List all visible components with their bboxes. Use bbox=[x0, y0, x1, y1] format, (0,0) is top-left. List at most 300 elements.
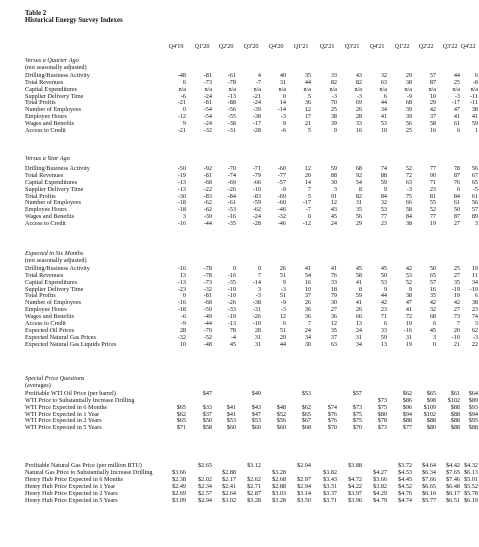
table-cell: $88 bbox=[468, 424, 478, 432]
table-cell: 41 bbox=[380, 113, 387, 121]
table-cell: 29 bbox=[279, 333, 286, 341]
table-cell: $88 bbox=[402, 417, 412, 425]
table-cell: 23 bbox=[380, 220, 387, 228]
table-cell: -12 bbox=[177, 113, 186, 121]
table-cell: -13 bbox=[177, 178, 186, 186]
table-cell: 25 bbox=[330, 106, 337, 114]
table-cell: 56 bbox=[405, 120, 412, 128]
row-label: Number of Employees bbox=[25, 199, 82, 207]
table-cell: 67 bbox=[471, 171, 478, 179]
table-cell: 88 bbox=[380, 171, 387, 179]
table-cell: 68 bbox=[429, 313, 436, 321]
table-cell: -48 bbox=[177, 71, 186, 79]
table-cell: -84 bbox=[227, 192, 236, 200]
table-cell: 23 bbox=[380, 306, 387, 314]
table-cell: -52 bbox=[203, 333, 212, 341]
table-cell: 7 bbox=[456, 320, 460, 327]
table-cell: $2.87 bbox=[247, 489, 261, 497]
table-cell: 89 bbox=[471, 213, 478, 221]
table-cell: 24 bbox=[355, 326, 362, 334]
table-cell: $2.94 bbox=[198, 496, 212, 504]
table-cell: 38 bbox=[330, 113, 337, 121]
row-label: Number of Employees bbox=[25, 106, 82, 114]
row-label: Capital Expenditures bbox=[25, 178, 78, 186]
table-cell: $6.65 bbox=[422, 482, 436, 490]
table-cell: $2.69 bbox=[172, 489, 186, 497]
table-cell: 5 bbox=[307, 92, 311, 100]
table-cell: $50 bbox=[202, 417, 212, 425]
table-cell: 6 bbox=[456, 185, 460, 193]
table-cell: $3.28 bbox=[272, 468, 286, 476]
table-cell: $6.34 bbox=[422, 468, 436, 476]
table-cell: n/a bbox=[178, 85, 186, 93]
table-cell: $41 bbox=[226, 410, 236, 418]
table-cell: $48 bbox=[276, 403, 286, 411]
table-cell: 6 bbox=[383, 320, 387, 327]
table-cell: $94 bbox=[402, 410, 412, 418]
table-cell: 27 bbox=[453, 271, 460, 279]
table-cell: -30 bbox=[203, 213, 212, 221]
table-cell: 21 bbox=[304, 120, 311, 128]
table-cell: $7.46 bbox=[446, 475, 460, 483]
table-cell: -77 bbox=[277, 171, 286, 179]
table-cell: 12 bbox=[304, 164, 311, 172]
table-cell: $88 bbox=[450, 410, 460, 418]
table-cell: -81 bbox=[203, 71, 212, 79]
table-cell: $3.82 bbox=[323, 468, 337, 476]
table-cell: -70 bbox=[227, 164, 236, 172]
table-cell: 42 bbox=[429, 106, 436, 114]
table-cell: 56 bbox=[355, 213, 362, 221]
table-cell: -3 bbox=[454, 92, 460, 100]
table-cell: $43 bbox=[251, 403, 261, 411]
table-cell: -21 bbox=[177, 127, 186, 134]
table-cell: 31 bbox=[355, 199, 362, 207]
table-cell: 29 bbox=[355, 220, 362, 228]
table-cell: -74 bbox=[227, 171, 236, 179]
table-cell: 47 bbox=[405, 299, 412, 307]
table-cell: 26 bbox=[304, 299, 311, 307]
table-cell: -10 bbox=[227, 292, 236, 300]
row-label: Total Revenues bbox=[25, 271, 64, 279]
column-header: Q4'21 bbox=[369, 43, 385, 50]
table-cell: $3.66 bbox=[373, 475, 387, 483]
table-cell: -14 bbox=[277, 106, 286, 114]
table-cell: 66 bbox=[405, 199, 412, 207]
table-cell: 3 bbox=[257, 285, 261, 293]
table-cell: -16 bbox=[177, 299, 186, 307]
table-cell: -62 bbox=[252, 206, 261, 214]
table-cell: 72 bbox=[405, 171, 412, 179]
column-header: Q2'21 bbox=[319, 43, 335, 50]
table-cell: 61 bbox=[471, 192, 478, 200]
row-label: WTI Price Expected in 2 Years bbox=[25, 417, 102, 425]
table-cell: 79 bbox=[330, 292, 337, 300]
table-cell: 10 bbox=[179, 340, 186, 348]
table-cell: $74 bbox=[327, 403, 337, 411]
table-cell: -26 bbox=[252, 313, 261, 321]
table-cell: -66 bbox=[252, 178, 261, 186]
table-cell: 11 bbox=[472, 271, 478, 279]
table-cell: $7.65 bbox=[446, 468, 460, 476]
table-cell: -83 bbox=[252, 192, 261, 200]
row-label: Supplier Delivery Time bbox=[25, 185, 84, 193]
column-header: Q1'20 bbox=[194, 43, 210, 50]
table-cell: $6.13 bbox=[464, 468, 478, 476]
table-cell: 16 bbox=[429, 285, 436, 293]
table-cell: $56 bbox=[276, 417, 286, 425]
table-cell: 28 bbox=[355, 113, 362, 121]
table-cell: $4.27 bbox=[373, 468, 387, 476]
row-label: Wages and Benefits bbox=[25, 313, 74, 321]
table-cell: -26 bbox=[227, 299, 236, 307]
table-cell: 12 bbox=[279, 313, 286, 321]
section-heading: Versus a Quarter Ago bbox=[25, 57, 79, 64]
table-cell: 0 bbox=[257, 264, 261, 272]
table-cell: 27 bbox=[453, 306, 460, 314]
table-cell: 63 bbox=[405, 178, 412, 186]
table-cell: 36 bbox=[304, 306, 311, 314]
table-cell: -3 bbox=[255, 292, 261, 300]
table-cell: $89 bbox=[468, 396, 478, 404]
table-cell: 82 bbox=[355, 192, 362, 200]
row-label: Capital Expenditures bbox=[25, 278, 78, 286]
table-cell: 7 bbox=[257, 271, 261, 279]
table-cell: $41 bbox=[226, 403, 236, 411]
table-cell: 74 bbox=[471, 313, 478, 321]
table-cell: 52 bbox=[405, 164, 412, 172]
table-cell: -59 bbox=[203, 306, 212, 314]
table-cell: 3 bbox=[333, 185, 337, 193]
table-cell: 31 bbox=[355, 333, 362, 341]
table-cell: 84 bbox=[453, 192, 460, 200]
table-cell: 58 bbox=[429, 120, 436, 128]
table-cell: $52 bbox=[276, 410, 286, 418]
table-cell: $70 bbox=[352, 424, 362, 432]
table-cell: 37 bbox=[304, 292, 311, 300]
table-cell: 33 bbox=[380, 326, 387, 334]
table-cell: $3.72 bbox=[398, 462, 412, 469]
table-cell: 73 bbox=[453, 313, 460, 321]
table-cell: 0 bbox=[307, 213, 311, 221]
table-cell: 9 bbox=[333, 127, 337, 134]
column-header: Q2'22 bbox=[418, 43, 434, 50]
table-cell: -55 bbox=[227, 113, 236, 121]
table-cell: 38 bbox=[405, 220, 412, 228]
table-cell: 18 bbox=[330, 285, 337, 293]
table-cell: $2.49 bbox=[172, 482, 186, 490]
table-cell: -24 bbox=[252, 213, 261, 221]
row-label: Wages and Benefits bbox=[25, 213, 74, 221]
table-cell: 9 bbox=[408, 285, 412, 293]
table-cell: -9 bbox=[406, 92, 412, 100]
row-label: WTI Price Expected in 5 Years bbox=[25, 424, 102, 432]
table-cell: 24 bbox=[330, 220, 337, 228]
table-cell: -38 bbox=[252, 299, 261, 307]
table-cell: 3 bbox=[474, 220, 478, 228]
table-cell: 87 bbox=[453, 213, 460, 221]
row-label: Drilling/Business Activity bbox=[25, 71, 90, 79]
table-cell: 42 bbox=[405, 264, 412, 272]
table-cell: 68 bbox=[355, 164, 362, 172]
table-cell: -6 bbox=[280, 127, 286, 134]
row-label: Employee Hours bbox=[25, 113, 67, 121]
table-cell: $7.66 bbox=[422, 475, 436, 483]
table-cell: 71 bbox=[380, 313, 387, 321]
table-cell: 34 bbox=[355, 340, 362, 348]
table-cell: 41 bbox=[355, 299, 362, 307]
table-cell: -54 bbox=[203, 113, 212, 121]
table-cell: -28 bbox=[252, 127, 261, 134]
table-cell: 53 bbox=[380, 278, 387, 286]
table-cell: 13 bbox=[179, 271, 186, 279]
table-cell: -70 bbox=[203, 326, 212, 334]
table-cell: 19 bbox=[471, 264, 478, 272]
table-cell: -60 bbox=[277, 199, 286, 207]
table-cell: -19 bbox=[451, 285, 460, 293]
table-cell: $62 bbox=[301, 403, 311, 411]
table-cell: 36 bbox=[330, 313, 337, 321]
table-cell: n/a bbox=[379, 85, 387, 93]
row-label: Drilling/Business Activity bbox=[25, 264, 90, 272]
table-cell: $94 bbox=[468, 410, 478, 418]
table-cell: $60 bbox=[276, 424, 286, 432]
table-cell: -73 bbox=[203, 278, 212, 286]
table-cell: 68 bbox=[405, 99, 412, 107]
table-cell: -57 bbox=[277, 178, 286, 186]
table-cell: 40 bbox=[279, 71, 286, 79]
table-cell: 84 bbox=[405, 213, 412, 221]
table-cell: $70 bbox=[327, 424, 337, 432]
table-cell: $4.29 bbox=[373, 489, 387, 497]
row-label: Access to Credit bbox=[25, 320, 66, 327]
table-cell: -35 bbox=[227, 278, 236, 286]
table-cell: n/a bbox=[253, 85, 261, 93]
table-cell: 19 bbox=[405, 320, 412, 327]
table-cell: 90 bbox=[429, 171, 436, 179]
table-cell: 45 bbox=[429, 326, 436, 334]
table-cell: 57 bbox=[429, 278, 436, 286]
table-cell: 14 bbox=[279, 99, 286, 107]
table-cell: 57 bbox=[429, 71, 436, 79]
table-cell: -17 bbox=[252, 120, 261, 128]
table-cell: $5.52 bbox=[464, 482, 478, 490]
table-cell: 0 bbox=[182, 106, 186, 114]
table-cell: 78 bbox=[229, 326, 236, 334]
table-cell: 12 bbox=[330, 199, 337, 207]
table-cell: 36 bbox=[304, 313, 311, 321]
table-cell: $65 bbox=[176, 403, 186, 411]
row-label: WTI Price Expected in 1 Year bbox=[25, 410, 100, 418]
table-cell: 87 bbox=[429, 78, 436, 86]
table-cell: 44 bbox=[380, 292, 387, 300]
table-cell: 34 bbox=[380, 106, 387, 114]
table-cell: -10 bbox=[252, 185, 261, 193]
table-cell: 27 bbox=[453, 220, 460, 228]
table-cell: $60 bbox=[226, 424, 236, 432]
table-cell: 25 bbox=[453, 264, 460, 272]
table-cell: 59 bbox=[355, 292, 362, 300]
table-cell: 27 bbox=[330, 306, 337, 314]
table-cell: 35 bbox=[453, 278, 460, 286]
table-cell: 50 bbox=[453, 206, 460, 214]
table-cell: 53 bbox=[380, 120, 387, 128]
table-cell: $2.57 bbox=[198, 489, 212, 497]
table-cell: 31 bbox=[254, 333, 261, 341]
table-cell: -39 bbox=[252, 106, 261, 114]
table-cell: -24 bbox=[203, 92, 212, 100]
table-cell: $3.09 bbox=[172, 496, 186, 504]
table-cell: -11 bbox=[469, 92, 478, 100]
column-header: Q4'20 bbox=[268, 43, 284, 50]
table-cell: 39 bbox=[405, 106, 412, 114]
row-label: Expected Oil Prices bbox=[25, 326, 75, 334]
table-cell: $73 bbox=[352, 403, 362, 411]
table-cell: 21 bbox=[453, 340, 460, 348]
table-cell: 65 bbox=[429, 271, 436, 279]
table-cell: $102 bbox=[423, 410, 436, 418]
table-cell: -46 bbox=[277, 206, 286, 214]
table-cell: $3.96 bbox=[348, 496, 362, 504]
table-cell: $80 bbox=[426, 424, 436, 432]
table-cell: -81 bbox=[203, 99, 212, 107]
table-cell: $73 bbox=[377, 424, 387, 432]
table-cell: $76 bbox=[327, 410, 337, 418]
table-cell: $102 bbox=[447, 396, 460, 404]
row-label: Henry Hub Price Expected in 1 Year bbox=[25, 482, 116, 490]
table-cell: $6.17 bbox=[446, 489, 460, 497]
table-cell: n/a bbox=[228, 85, 236, 93]
table-cell: $2.02 bbox=[198, 475, 212, 483]
table-cell: 35 bbox=[330, 326, 337, 334]
table-cell: 23 bbox=[429, 185, 436, 193]
table-cell: 56 bbox=[471, 164, 478, 172]
row-label: Profitable Natural Gas Price (per million BTU) bbox=[25, 462, 142, 469]
table-cell: -88 bbox=[227, 99, 236, 107]
table-cell: -8 bbox=[472, 78, 478, 86]
table-cell: -16 bbox=[177, 264, 186, 272]
table-cell: 16 bbox=[429, 127, 436, 134]
table-cell: $2.88 bbox=[222, 468, 236, 476]
table-cell: -83 bbox=[203, 192, 212, 200]
table-cell: -81 bbox=[203, 292, 212, 300]
table-cell: n/a bbox=[428, 85, 436, 93]
table-cell: 8 bbox=[358, 185, 362, 193]
row-label: Total Profits bbox=[25, 292, 56, 300]
table-cell: -46 bbox=[277, 220, 286, 228]
table-cell: 33 bbox=[330, 71, 337, 79]
table-cell: -16 bbox=[403, 326, 412, 334]
table-cell: $86 bbox=[402, 396, 412, 404]
table-cell: -30 bbox=[177, 192, 186, 200]
table-cell: -24 bbox=[252, 99, 261, 107]
column-header: Q4'22 bbox=[460, 43, 476, 50]
table-cell: -3 bbox=[472, 333, 478, 341]
table-cell: 37 bbox=[330, 333, 337, 341]
table-cell: -13 bbox=[227, 92, 236, 100]
row-label: Total Revenues bbox=[25, 78, 64, 86]
table-cell: 54 bbox=[355, 178, 362, 186]
row-label: Employee Hours bbox=[25, 206, 67, 214]
table-cell: $2.94 bbox=[297, 482, 311, 490]
table-cell: 37 bbox=[429, 113, 436, 121]
table-cell: 43 bbox=[355, 71, 362, 79]
table-cell: 0 bbox=[182, 292, 186, 300]
table-cell: 22 bbox=[471, 340, 478, 348]
table-cell: 63 bbox=[330, 340, 337, 348]
row-label: Supplier Delivery Time bbox=[25, 92, 84, 100]
table-cell: -17 bbox=[451, 99, 460, 107]
table-cell: $6.51 bbox=[446, 496, 460, 504]
table-cell: -5 bbox=[472, 185, 478, 193]
table-cell: $4.76 bbox=[398, 489, 412, 497]
table-cell: -10 bbox=[451, 333, 460, 341]
table-cell: 0 bbox=[432, 340, 436, 348]
table-cell: -73 bbox=[203, 78, 212, 86]
section-heading: Special Price Questions bbox=[25, 375, 85, 382]
column-header: Q3'21 bbox=[344, 43, 360, 50]
table-cell: $3.43 bbox=[323, 475, 337, 483]
table-cell: 42 bbox=[429, 299, 436, 307]
table-cell: 50 bbox=[380, 271, 387, 279]
table-cell: 26 bbox=[355, 106, 362, 114]
table-cell: 16 bbox=[304, 278, 311, 286]
table-cell: 42 bbox=[380, 299, 387, 307]
table-cell: 32 bbox=[380, 71, 387, 79]
table-cell: 51 bbox=[279, 292, 286, 300]
table-cell: 23 bbox=[471, 306, 478, 314]
table-cell: -13 bbox=[177, 185, 186, 193]
table-cell: $5.77 bbox=[422, 496, 436, 504]
row-label: Access to Credit bbox=[25, 127, 66, 134]
table-cell: 12 bbox=[330, 320, 337, 327]
table-cell: -78 bbox=[203, 264, 212, 272]
row-label: Employee Hours bbox=[25, 306, 67, 314]
table-cell: 50 bbox=[429, 264, 436, 272]
table-cell: 38 bbox=[471, 106, 478, 114]
table-cell: 51 bbox=[279, 271, 286, 279]
table-cell: 17 bbox=[304, 113, 311, 121]
column-header: Q4'19 bbox=[168, 43, 184, 50]
table-cell: -21 bbox=[252, 92, 261, 100]
table-cell: -13 bbox=[177, 278, 186, 286]
table-cell: 34 bbox=[304, 333, 311, 341]
table-cell: 19 bbox=[405, 340, 412, 348]
table-cell: $2.88 bbox=[272, 482, 286, 490]
table-cell: -3 bbox=[280, 285, 286, 293]
table-cell: 31 bbox=[405, 333, 412, 341]
table-cell: $4.64 bbox=[422, 462, 436, 469]
table-cell: -16 bbox=[227, 213, 236, 221]
table-cell: 53 bbox=[380, 206, 387, 214]
table-cell: 14 bbox=[304, 178, 311, 186]
table-cell: 78 bbox=[453, 164, 460, 172]
table-cell: 41 bbox=[453, 113, 460, 121]
table-cell: 39 bbox=[405, 113, 412, 121]
table-cell: 30 bbox=[330, 299, 337, 307]
table-cell: -61 bbox=[227, 71, 236, 79]
table-cell: 47 bbox=[453, 106, 460, 114]
row-label: WTI Price to Substantially Increase Drilling bbox=[25, 396, 135, 404]
section-note: (averages) bbox=[25, 381, 51, 389]
column-header: Q1'22 bbox=[394, 43, 410, 50]
table-cell: -3 bbox=[356, 92, 362, 100]
table-number: Table 2 bbox=[25, 10, 47, 17]
table-cell: -53 bbox=[227, 206, 236, 214]
table-cell: -78 bbox=[227, 78, 236, 86]
table-cell: 41 bbox=[330, 264, 337, 272]
table-cell: 33 bbox=[355, 120, 362, 128]
